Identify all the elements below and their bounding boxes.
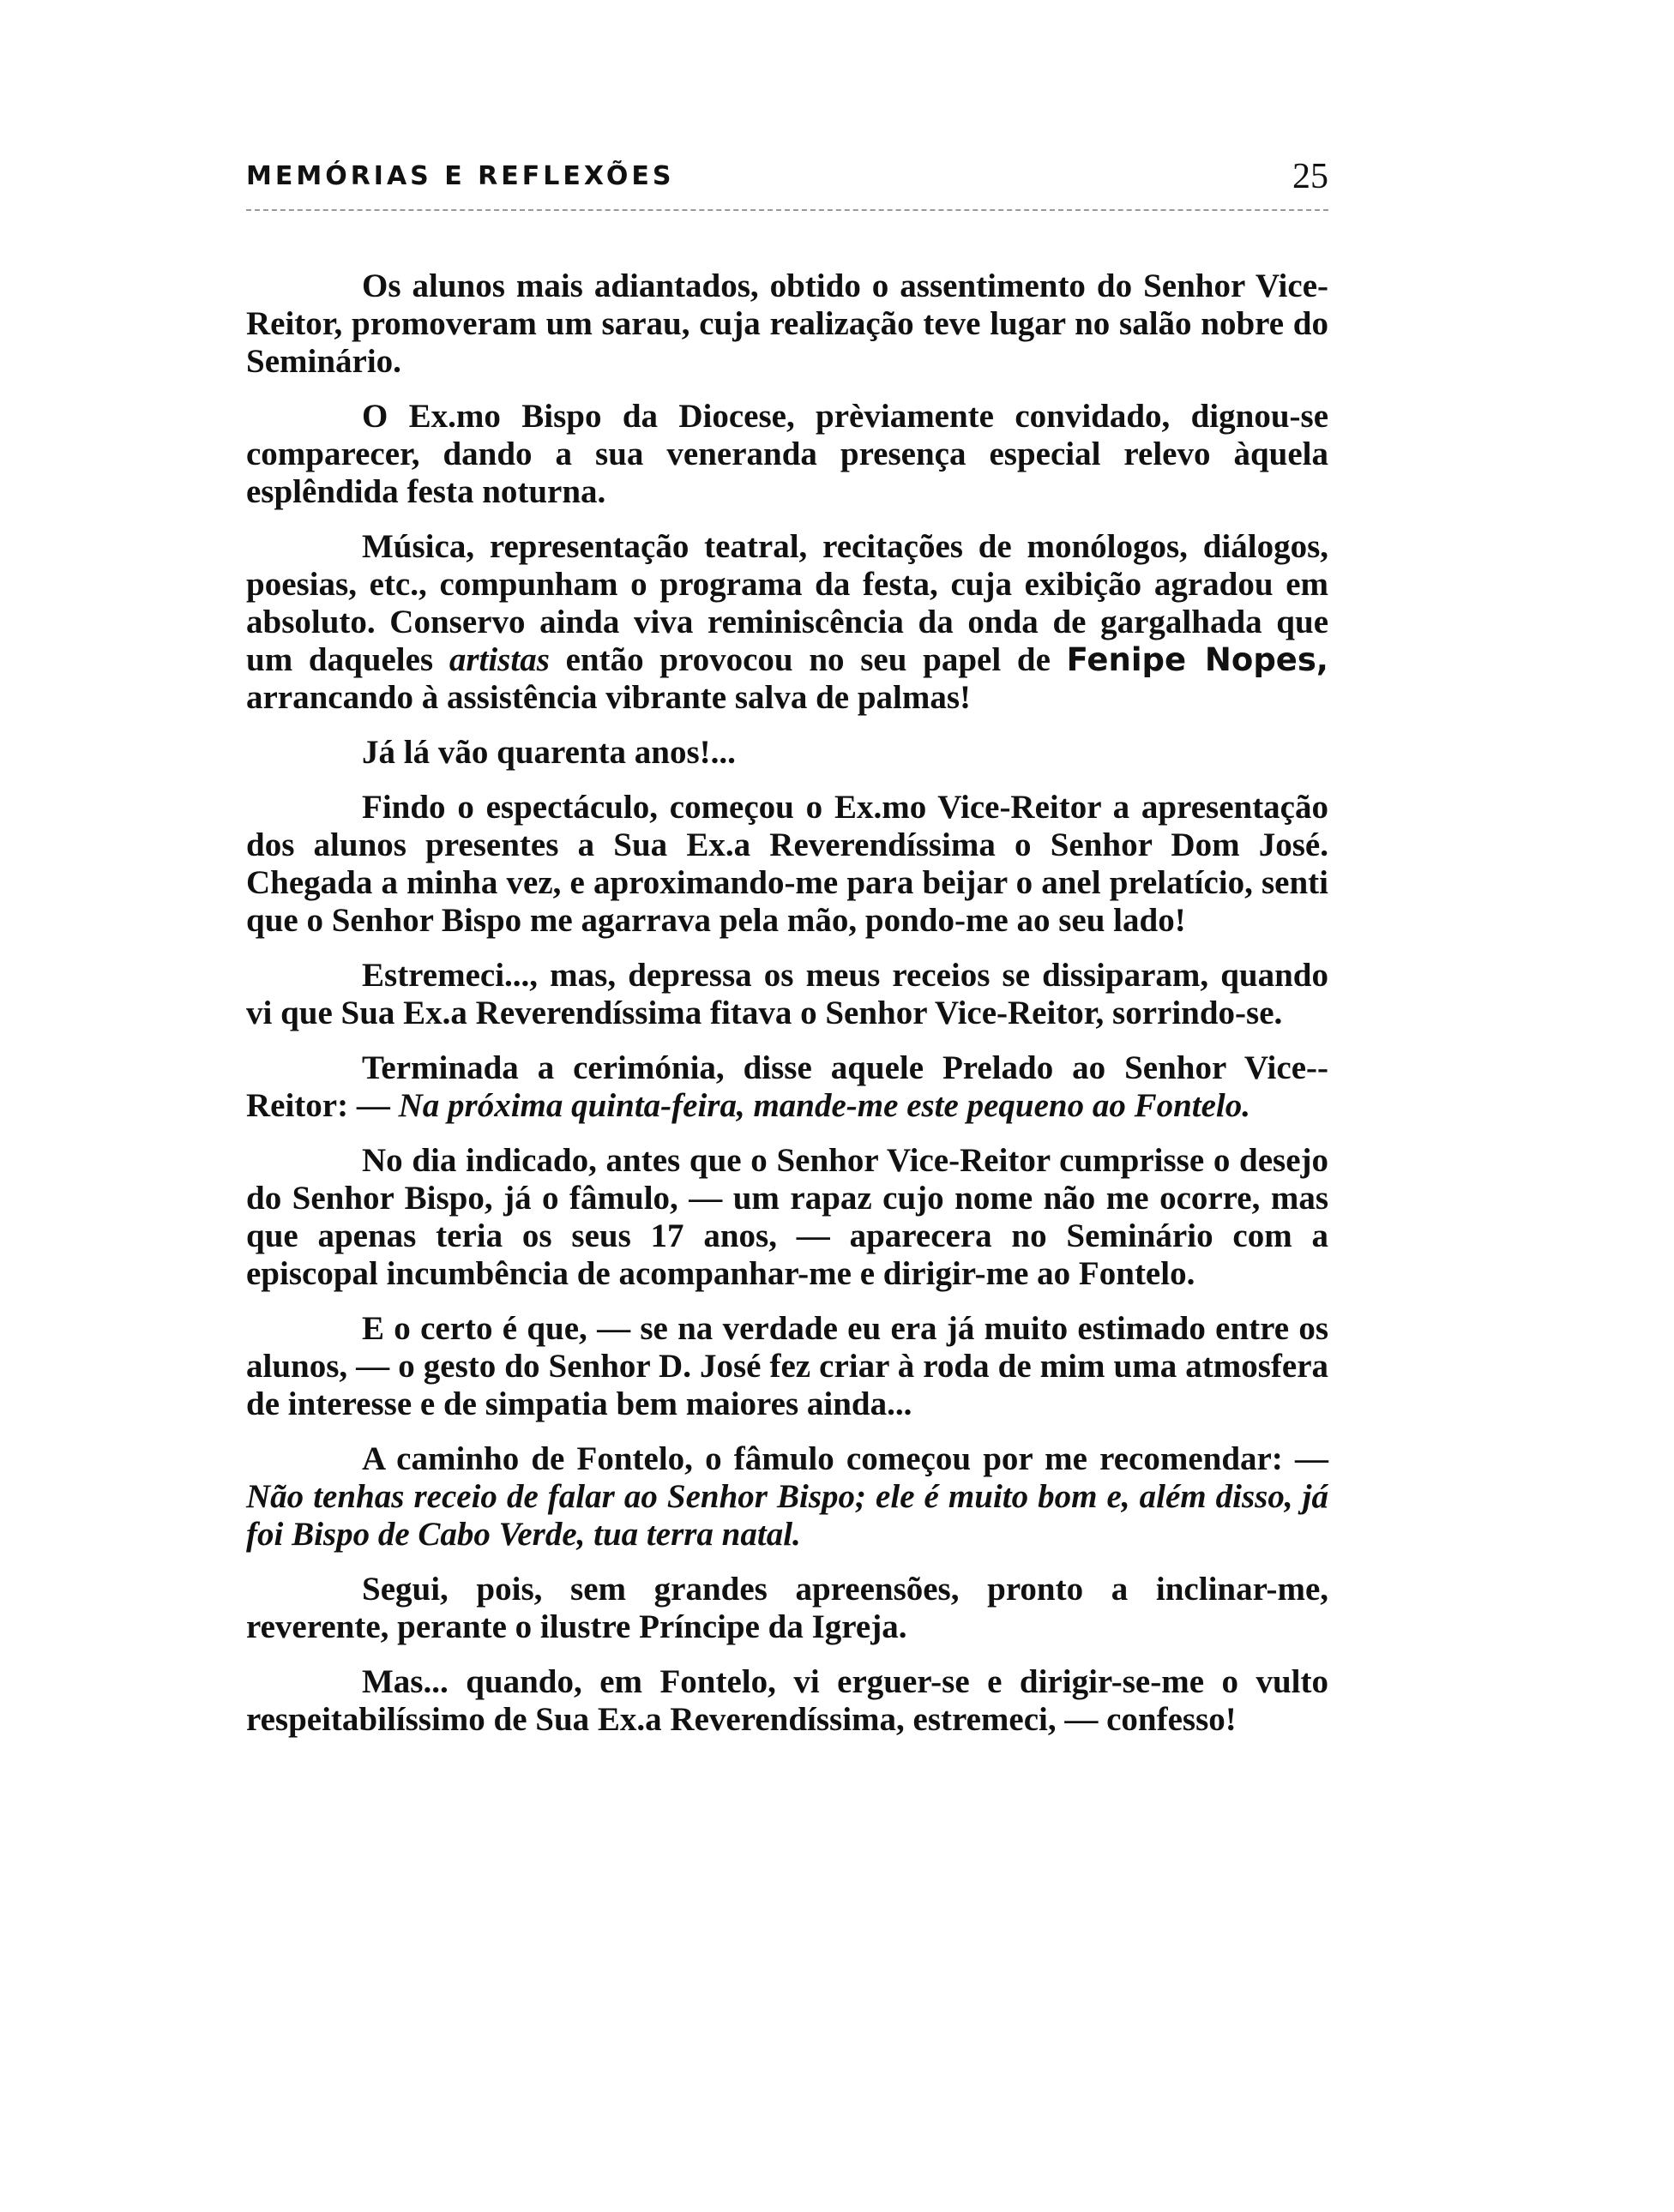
- paragraph: Findo o espectáculo, começou o Ex.mo Vice-Reitor a apresentação dos alunos presentes a Sua Ex.a Reverendíssima o Senhor Dom José. Chegada a minha vez, e aproximando-me para beijar o anel prelatício, senti que o Senhor Bispo me agarrava pela mão, pondo-me ao seu lado!: [246, 789, 1328, 939]
- body-text: [246, 267, 1328, 1756]
- paragraph: [246, 528, 1328, 717]
- page-number: 25: [1292, 157, 1328, 196]
- paragraph-text: A caminho de Fontelo, o fâmulo começou por me recomendar: —: [362, 1440, 1328, 1477]
- italic-quote: Não tenhas receio de falar ao Senhor Bispo; ele é muito bom e, além disso, já foi Bispo de Cabo Verde, tua terra natal.: [246, 1478, 1328, 1553]
- paragraph: Segui, pois, sem grandes apreensões, pronto a inclinar-me, reverente, perante o ilustre Príncipe da Igreja.: [246, 1571, 1328, 1645]
- character-name: Fenipe Nopes,: [1066, 641, 1328, 678]
- paragraph: O Ex.mo Bispo da Diocese, prèviamente convidado, dignou-se comparecer, dando a sua veneranda presença especial relevo àquela esplêndida festa noturna.: [246, 398, 1328, 510]
- paragraph: Mas... quando, em Fontelo, vi erguer-se e dirigir-se-me o vulto respeitabilíssimo de Sua Ex.a Reverendíssima, estremeci, — confesso!: [246, 1663, 1328, 1738]
- italic-quote: Na próxima quinta-feira, mande-me este pequeno ao Fontelo.: [398, 1087, 1251, 1124]
- header-rule: [246, 209, 1328, 211]
- italic-word: artistas: [449, 641, 550, 678]
- paragraph: E o certo é que, — se na verdade eu era já muito estimado entre os alunos, — o gesto do Senhor D. José fez criar à roda de mim uma atmosfera de interesse e de simpatia bem maiores ainda...: [246, 1310, 1328, 1422]
- paragraph-text: então provocou no seu papel de: [549, 641, 1067, 678]
- paragraph-text: Música, representação teatral, recitações de monólogos, diálogos, poesias, etc., compunham o programa da festa, cuja exibição agradou em absoluto. Conservo ainda viva reminiscência da onda de gargalhada que um daqueles: [246, 528, 1328, 678]
- paragraph: [246, 1049, 1328, 1125]
- paragraph-text: arrancando à assistência vibrante salva de palmas!: [246, 679, 972, 716]
- paragraph: Estremeci..., mas, depressa os meus receios se dissiparam, quando vi que Sua Ex.a Reverendíssima fitava o Senhor Vice-Reitor, sorrindo-se.: [246, 957, 1328, 1031]
- paragraph-text: Terminada a cerimónia, disse aquele Prelado ao Senhor Vice--Reitor: —: [246, 1049, 1328, 1124]
- paragraph: No dia indicado, antes que o Senhor Vice-Reitor cumprisse o desejo do Senhor Bispo, já o fâmulo, — um rapaz cujo nome não me ocorre, mas que apenas teria os seus 17 anos, — aparecera no Seminário com a episcopal incumbência de acompanhar-me e dirigir-me ao Fontelo.: [246, 1142, 1328, 1292]
- paragraph: Os alunos mais adiantados, obtido o assentimento do Senhor Vice-Reitor, promoveram um sarau, cuja realização teve lugar no salão nobre do Seminário.: [246, 267, 1328, 380]
- running-title: MEMÓRIAS E REFLEXÕES: [246, 161, 675, 191]
- page-header: [246, 157, 1328, 204]
- paragraph: [246, 1440, 1328, 1554]
- paragraph: Já lá vão quarenta anos!...: [362, 734, 736, 771]
